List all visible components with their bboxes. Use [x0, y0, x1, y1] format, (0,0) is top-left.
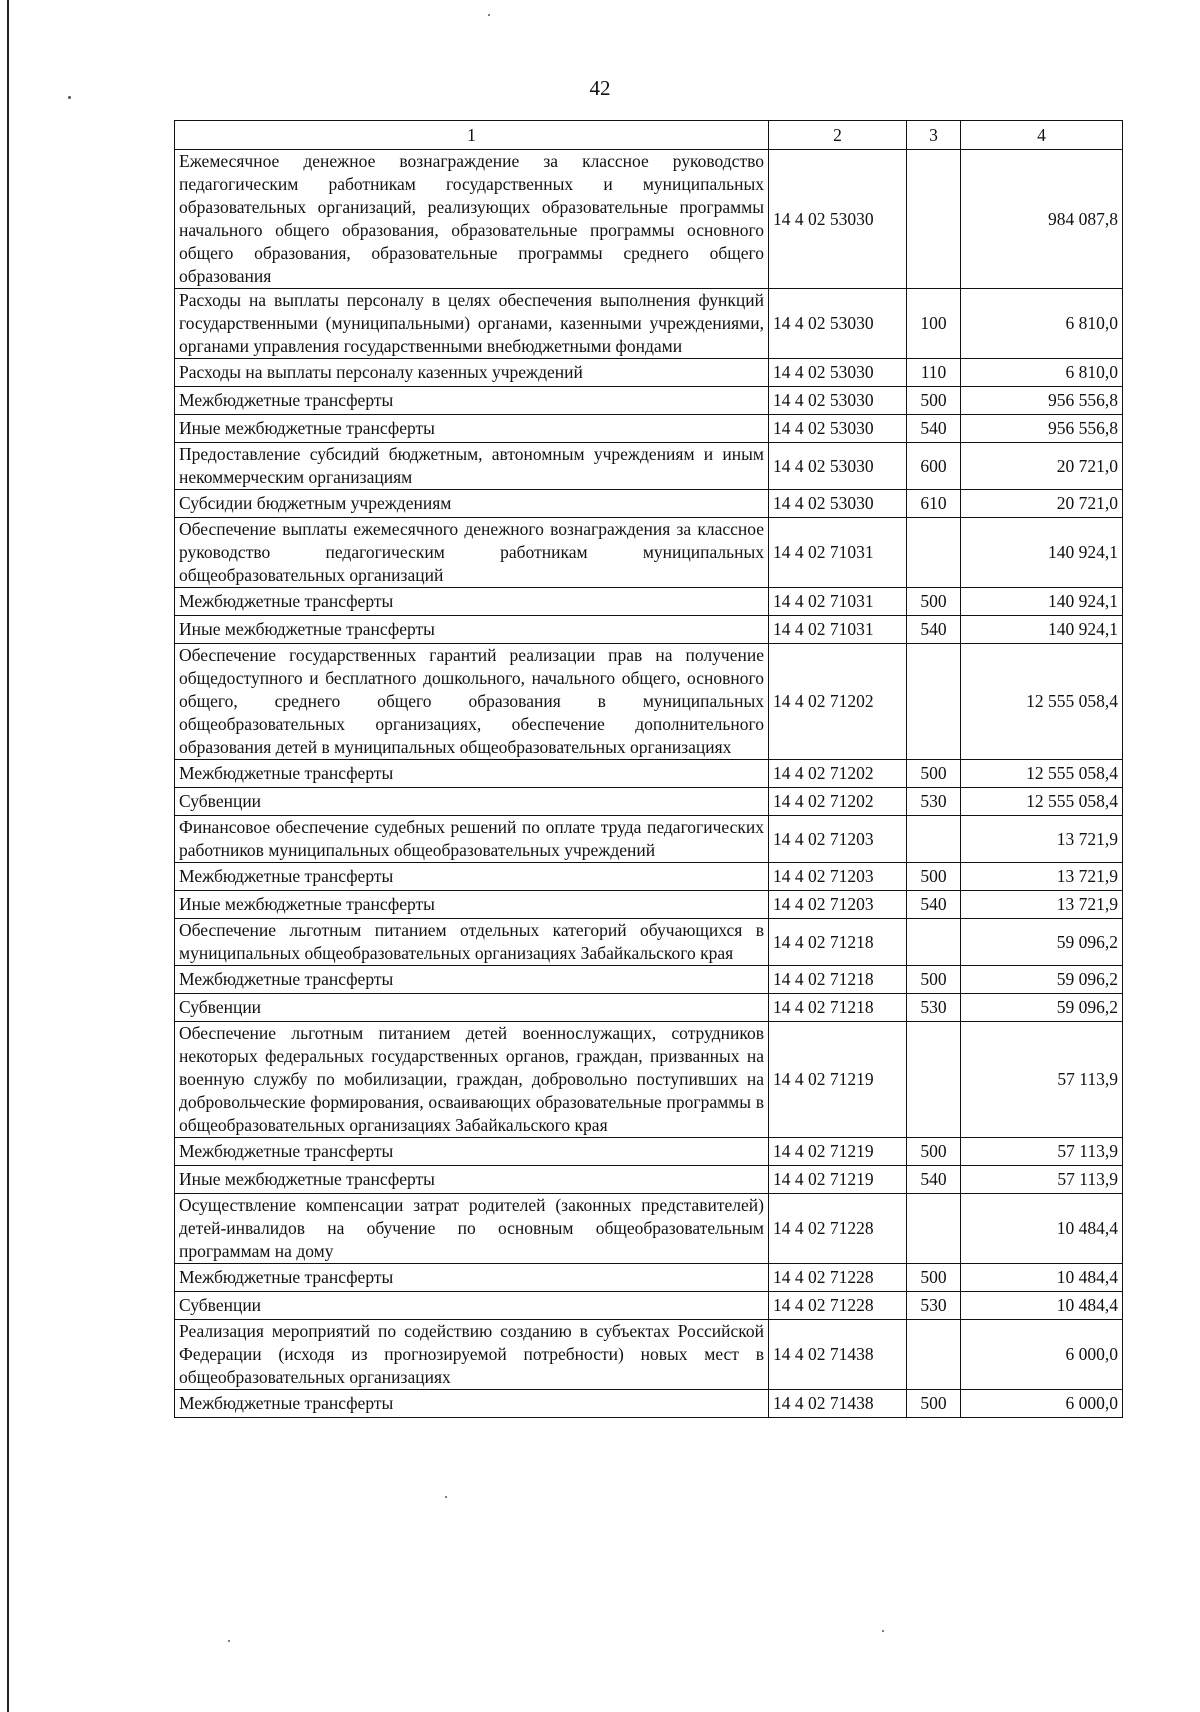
row-code-cell: 14 4 02 53030 — [769, 387, 907, 415]
table-row — [175, 1264, 1123, 1292]
row-type-cell — [907, 1022, 961, 1138]
table-row — [175, 289, 1123, 359]
row-type-cell: 500 — [907, 1390, 961, 1418]
row-code-cell: 14 4 02 71228 — [769, 1292, 907, 1320]
row-type-cell: 500 — [907, 1138, 961, 1166]
row-amount-cell: 57 113,9 — [961, 1022, 1123, 1138]
row-code-cell: 14 4 02 53030 — [769, 289, 907, 359]
table-row — [175, 518, 1123, 588]
row-code-cell: 14 4 02 71218 — [769, 919, 907, 966]
row-amount-cell: 10 484,4 — [961, 1264, 1123, 1292]
row-name-cell: Иные межбюджетные трансферты — [175, 415, 769, 443]
row-code-cell: 14 4 02 71203 — [769, 863, 907, 891]
row-amount-cell: 6 810,0 — [961, 359, 1123, 387]
row-name-cell: Обеспечение выплаты ежемесячного денежного вознаграждения за классное руководство педагогическим работникам муниципальных общеобразовательных организаций — [175, 518, 769, 588]
budget-table — [174, 120, 1123, 1418]
table-header-row — [175, 121, 1123, 150]
row-type-cell: 600 — [907, 443, 961, 490]
row-type-cell — [907, 644, 961, 760]
row-type-cell: 530 — [907, 788, 961, 816]
row-name-cell: Расходы на выплаты персоналу в целях обеспечения выполнения функций государственными (муниципальными) органами, казенными учреждениями, органами управления государственными внебюджетными фондами — [175, 289, 769, 359]
table-row — [175, 760, 1123, 788]
table-row — [175, 994, 1123, 1022]
row-type-cell: 610 — [907, 490, 961, 518]
row-code-cell: 14 4 02 71031 — [769, 588, 907, 616]
row-amount-cell: 10 484,4 — [961, 1292, 1123, 1320]
header-cell-amount: 4 — [961, 121, 1123, 150]
table-row — [175, 863, 1123, 891]
row-name-cell: Финансовое обеспечение судебных решений по оплате труда педагогических работников муниципальных общеобразовательных учреждений — [175, 816, 769, 863]
row-type-cell: 540 — [907, 616, 961, 644]
row-amount-cell: 10 484,4 — [961, 1194, 1123, 1264]
row-type-cell: 100 — [907, 289, 961, 359]
row-type-cell: 530 — [907, 1292, 961, 1320]
row-type-cell — [907, 150, 961, 289]
row-amount-cell: 12 555 058,4 — [961, 788, 1123, 816]
table-row — [175, 891, 1123, 919]
row-name-cell: Обеспечение льготным питанием детей военнослужащих, сотрудников некоторых федеральных государственных органов, граждан, призванных на военную службу по мобилизации, граждан, добровольно поступивших на добровольческие формирования, осваивающих образовательные программы в общеобразовательных организациях Забайкальского края — [175, 1022, 769, 1138]
row-type-cell: 540 — [907, 415, 961, 443]
row-name-cell: Межбюджетные трансферты — [175, 387, 769, 415]
row-code-cell: 14 4 02 71031 — [769, 616, 907, 644]
row-code-cell: 14 4 02 53030 — [769, 150, 907, 289]
row-amount-cell: 57 113,9 — [961, 1138, 1123, 1166]
scan-speck — [228, 1640, 230, 1642]
row-amount-cell: 57 113,9 — [961, 1166, 1123, 1194]
table-row — [175, 387, 1123, 415]
row-type-cell: 500 — [907, 1264, 961, 1292]
table-row — [175, 616, 1123, 644]
table-row — [175, 490, 1123, 518]
scan-edge-line — [7, 0, 9, 1712]
row-name-cell: Обеспечение государственных гарантий реализации прав на получение общедоступного и бесплатного дошкольного, начального общего, основного общего, среднего общего образования в муниципальных общеобразовательных организациях, обеспечение дополнительного образования детей в муниципальных общеобразовательных организациях — [175, 644, 769, 760]
row-name-cell: Реализация мероприятий по содействию созданию в субъектах Российской Федерации (исходя из прогнозируемой потребности) новых мест в общеобразовательных организациях — [175, 1320, 769, 1390]
row-type-cell: 500 — [907, 863, 961, 891]
row-amount-cell: 13 721,9 — [961, 863, 1123, 891]
row-name-cell: Ежемесячное денежное вознаграждение за классное руководство педагогическим работникам государственных и муниципальных образовательных организаций, реализующих образовательные программы начального общего образования, образовательные программы основного общего образования, образовательные программы среднего общего образования — [175, 150, 769, 289]
row-type-cell: 500 — [907, 588, 961, 616]
scan-speck — [445, 1496, 447, 1498]
header-cell-name: 1 — [175, 121, 769, 150]
row-name-cell: Межбюджетные трансферты — [175, 863, 769, 891]
row-type-cell — [907, 1320, 961, 1390]
page-number: 42 — [589, 76, 611, 100]
table-row — [175, 1194, 1123, 1264]
row-code-cell: 14 4 02 53030 — [769, 359, 907, 387]
table-row — [175, 1292, 1123, 1320]
table-row — [175, 1320, 1123, 1390]
table-row — [175, 359, 1123, 387]
row-amount-cell: 20 721,0 — [961, 490, 1123, 518]
row-name-cell: Осуществление компенсации затрат родителей (законных представителей) детей-инвалидов на обучение по основным общеобразовательным программам на дому — [175, 1194, 769, 1264]
row-type-cell: 500 — [907, 966, 961, 994]
row-amount-cell: 59 096,2 — [961, 966, 1123, 994]
row-name-cell: Расходы на выплаты персоналу казенных учреждений — [175, 359, 769, 387]
row-name-cell: Обеспечение льготным питанием отдельных категорий обучающихся в муниципальных общеобразовательных организациях Забайкальского края — [175, 919, 769, 966]
table-row — [175, 966, 1123, 994]
scan-speck — [68, 96, 71, 99]
header-cell-code: 2 — [769, 121, 907, 150]
row-amount-cell: 140 924,1 — [961, 616, 1123, 644]
row-code-cell: 14 4 02 71218 — [769, 966, 907, 994]
row-name-cell: Иные межбюджетные трансферты — [175, 891, 769, 919]
table-row — [175, 1138, 1123, 1166]
row-code-cell: 14 4 02 71202 — [769, 644, 907, 760]
header-cell-type: 3 — [907, 121, 961, 150]
row-amount-cell: 59 096,2 — [961, 919, 1123, 966]
table-row — [175, 1390, 1123, 1418]
scan-speck — [488, 14, 490, 16]
row-amount-cell: 59 096,2 — [961, 994, 1123, 1022]
row-code-cell: 14 4 02 71438 — [769, 1390, 907, 1418]
row-amount-cell: 956 556,8 — [961, 387, 1123, 415]
row-amount-cell: 6 810,0 — [961, 289, 1123, 359]
row-code-cell: 14 4 02 71203 — [769, 891, 907, 919]
row-code-cell: 14 4 02 71219 — [769, 1022, 907, 1138]
row-type-cell: 540 — [907, 891, 961, 919]
row-name-cell: Иные межбюджетные трансферты — [175, 1166, 769, 1194]
table-row — [175, 443, 1123, 490]
table-row — [175, 1022, 1123, 1138]
row-code-cell: 14 4 02 71202 — [769, 760, 907, 788]
scan-speck — [882, 1630, 884, 1632]
budget-table-body — [175, 121, 1123, 1418]
table-row — [175, 415, 1123, 443]
row-name-cell: Субвенции — [175, 994, 769, 1022]
row-type-cell — [907, 816, 961, 863]
row-amount-cell: 6 000,0 — [961, 1320, 1123, 1390]
row-name-cell: Субвенции — [175, 788, 769, 816]
row-amount-cell: 13 721,9 — [961, 891, 1123, 919]
table-row — [175, 788, 1123, 816]
row-type-cell: 500 — [907, 387, 961, 415]
table-row — [175, 644, 1123, 760]
row-type-cell — [907, 1194, 961, 1264]
row-code-cell: 14 4 02 71031 — [769, 518, 907, 588]
row-amount-cell: 984 087,8 — [961, 150, 1123, 289]
row-code-cell: 14 4 02 71218 — [769, 994, 907, 1022]
row-name-cell: Субсидии бюджетным учреждениям — [175, 490, 769, 518]
table-row — [175, 1166, 1123, 1194]
table-row — [175, 150, 1123, 289]
row-amount-cell: 956 556,8 — [961, 415, 1123, 443]
row-type-cell — [907, 518, 961, 588]
row-type-cell: 110 — [907, 359, 961, 387]
row-name-cell: Предоставление субсидий бюджетным, автономным учреждениям и иным некоммерческим организациям — [175, 443, 769, 490]
row-amount-cell: 12 555 058,4 — [961, 760, 1123, 788]
row-name-cell: Межбюджетные трансферты — [175, 1264, 769, 1292]
row-amount-cell: 140 924,1 — [961, 518, 1123, 588]
row-code-cell: 14 4 02 71219 — [769, 1166, 907, 1194]
row-code-cell: 14 4 02 53030 — [769, 415, 907, 443]
row-code-cell: 14 4 02 53030 — [769, 443, 907, 490]
row-code-cell: 14 4 02 71438 — [769, 1320, 907, 1390]
row-type-cell: 540 — [907, 1166, 961, 1194]
table-row — [175, 919, 1123, 966]
row-name-cell: Межбюджетные трансферты — [175, 1390, 769, 1418]
row-name-cell: Межбюджетные трансферты — [175, 1138, 769, 1166]
row-name-cell: Межбюджетные трансферты — [175, 966, 769, 994]
row-type-cell: 530 — [907, 994, 961, 1022]
row-name-cell: Межбюджетные трансферты — [175, 760, 769, 788]
row-name-cell: Межбюджетные трансферты — [175, 588, 769, 616]
row-amount-cell: 20 721,0 — [961, 443, 1123, 490]
row-code-cell: 14 4 02 71203 — [769, 816, 907, 863]
row-code-cell: 14 4 02 71228 — [769, 1194, 907, 1264]
row-type-cell — [907, 919, 961, 966]
row-name-cell: Иные межбюджетные трансферты — [175, 616, 769, 644]
row-code-cell: 14 4 02 71219 — [769, 1138, 907, 1166]
row-name-cell: Субвенции — [175, 1292, 769, 1320]
table-row — [175, 588, 1123, 616]
row-code-cell: 14 4 02 71228 — [769, 1264, 907, 1292]
row-amount-cell: 13 721,9 — [961, 816, 1123, 863]
row-type-cell: 500 — [907, 760, 961, 788]
row-code-cell: 14 4 02 53030 — [769, 490, 907, 518]
row-amount-cell: 140 924,1 — [961, 588, 1123, 616]
row-amount-cell: 12 555 058,4 — [961, 644, 1123, 760]
table-row — [175, 816, 1123, 863]
row-code-cell: 14 4 02 71202 — [769, 788, 907, 816]
row-amount-cell: 6 000,0 — [961, 1390, 1123, 1418]
